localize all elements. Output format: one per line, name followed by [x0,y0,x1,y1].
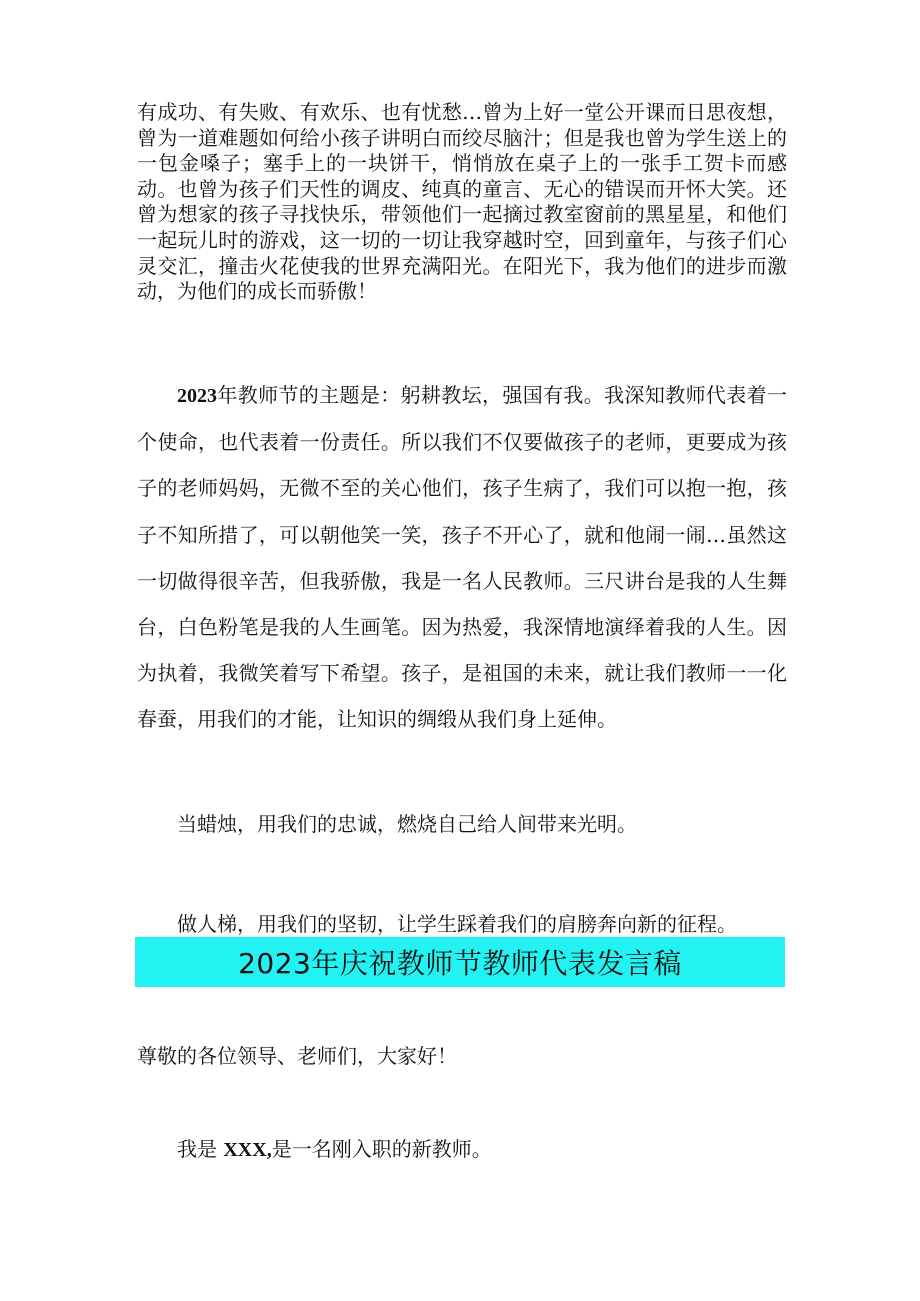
paragraph-reflection: 有成功、有失败、有欢乐、也有忧愁…曾为上好一堂公开课而日思夜想，曾为一道难题如何给小孩子讲明白而绞尽脑汁；但是我也曾为学生送上的一包金嗓子；塞手上的一块饼干，悄悄放在桌子上的一张手工贺卡而感动。也曾为孩子们天性的调皮、纯真的童言、无心的错误而开怀大笑。还曾为想家的孩子寻找快乐，带领他们一起摘过教室窗前的黑星星，和他们一起玩儿时的游戏，这一切的一切让我穿越时空，回到童年，与孩子们心灵交汇，撞击火花使我的世界充满阳光。在阳光下，我为他们的进步而激动，为他们的成长而骄傲！ [137,100,787,304]
theme-year: 2023 [177,385,217,407]
paragraph-theme [137,372,787,743]
paragraph-candle: 当蜡烛，用我们的忠诚，燃烧自己给人间带来光明。 [177,812,637,836]
intro-line [137,1134,492,1165]
greeting-line: 尊敬的各位领导、老师们，大家好！ [137,1044,457,1068]
intro-name: XXX, [223,1139,272,1161]
intro-prefix: 我是 [177,1137,224,1161]
theme-text: 年教师节的主题是：躬耕教坛，强国有我。我深知教师代表着一个使命，也代表着一份责任。所以我们不仅要做孩子的老师，更要成为孩子的老师妈妈，无微不至的关心他们，孩子生病了，我们可以抱一抱，孩子不知所措了，可以朝他笑一笑，孩子不开心了，就和他闹一闹…虽然这一切做得很辛苦，但我骄傲，我是一名人民教师。三尺讲台是我的人生舞台，白色粉笔是我的人生画笔。因为热爱，我深情地演绎着我的人生。因为执着，我微笑着写下希望。孩子，是祖国的未来，就让我们教师一一化春蚕，用我们的才能，让知识的绸缎从我们身上延伸。 [137,383,787,732]
intro-suffix: 是一名刚入职的新教师。 [271,1137,492,1161]
speech-title: 2023年庆祝教师节教师代表发言稿 [238,947,682,980]
paragraph-ladder: 做人梯，用我们的坚韧，让学生踩着我们的肩膀奔向新的征程。 [177,912,737,936]
title-highlight-bar [135,937,785,987]
